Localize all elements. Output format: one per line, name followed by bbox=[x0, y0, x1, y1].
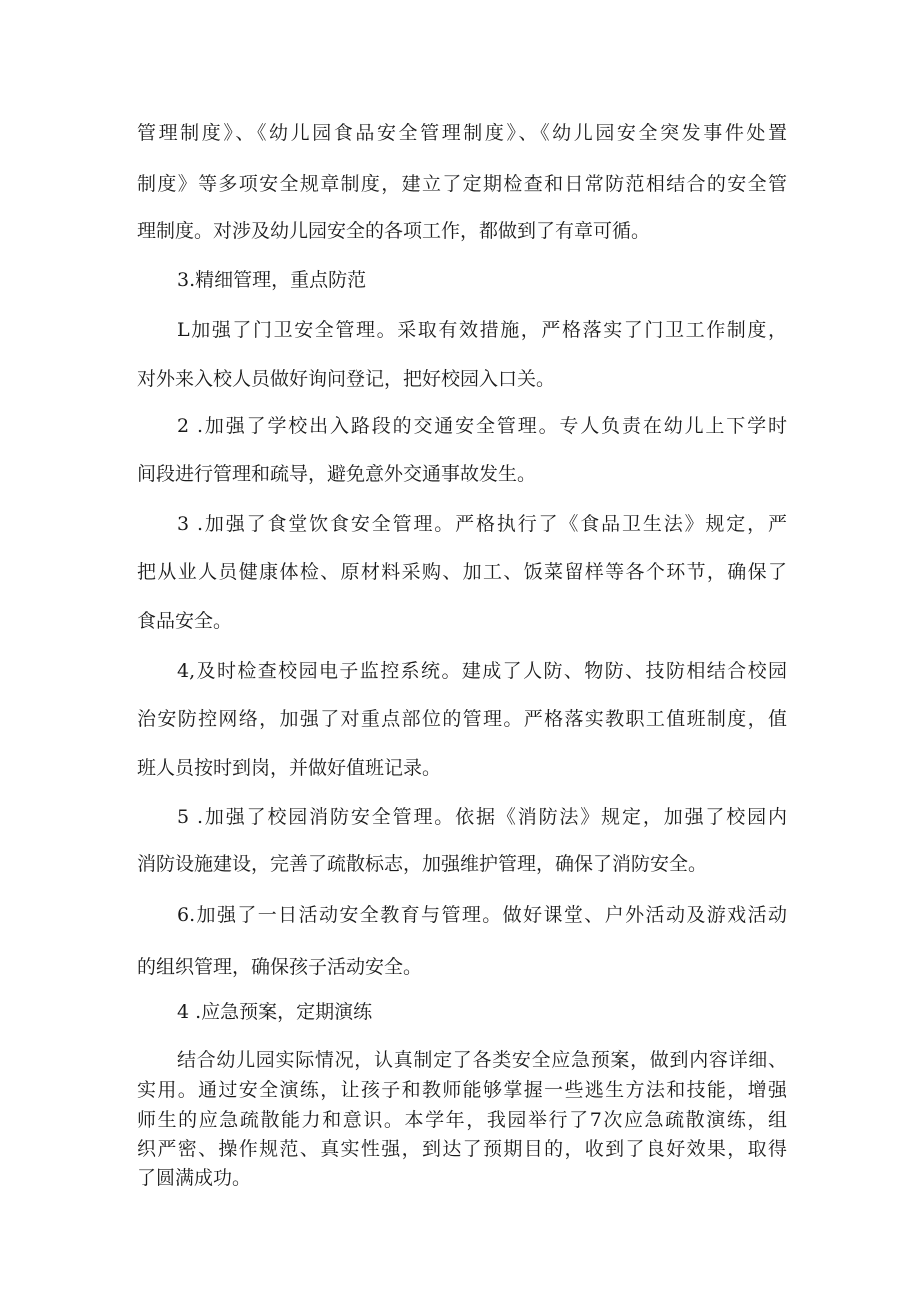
paragraph-line: 了圆满成功。 bbox=[137, 1167, 252, 1189]
paragraph-line: 班人员按时到岗，并做好值班记录。 bbox=[137, 757, 442, 779]
paragraph-line: 制度》等多项安全规章制度，建立了定期检查和日常防范相结合的安全管 bbox=[137, 173, 787, 195]
paragraph-line: 对外来入校人员做好询问登记，把好校园入口关。 bbox=[137, 368, 556, 390]
paragraph-line: 2 .加强了学校出入路段的交通安全管理。专人负责在幼儿上下学时 bbox=[177, 415, 787, 437]
paragraph-line: 管理制度》、《幼儿园食品安全管理制度》、《幼儿园安全突发事件处置 bbox=[137, 122, 787, 144]
paragraph-line: 消防设施建设，完善了疏散标志，加强维护管理，确保了消防安全。 bbox=[137, 853, 708, 875]
paragraph-line: 理制度。对涉及幼儿园安全的各项工作，都做到了有章可循。 bbox=[137, 220, 651, 242]
paragraph-line: 间段进行管理和疏导，避免意外交通事故发生。 bbox=[137, 463, 537, 485]
paragraph-line: 把从业人员健康体检、原材料采购、加工、饭菜留样等各个环节，确保了 bbox=[137, 561, 787, 583]
paragraph-line: 治安防控网络，加强了对重点部位的管理。严格落实教职工值班制度，值 bbox=[137, 708, 787, 730]
section-heading: 4 .应急预案，定期演练 bbox=[177, 1001, 373, 1023]
paragraph-line: 结合幼儿园实际情况，认真制定了各类安全应急预案，做到内容详细、 bbox=[177, 1049, 787, 1071]
paragraph-line: 4,及时检查校园电子监控系统。建成了人防、物防、技防相结合校园 bbox=[177, 660, 787, 682]
section-heading: 3.精细管理，重点防范 bbox=[177, 269, 367, 291]
paragraph-line: 织严密、操作规范、真实性强，到达了预期目的，收到了良好效果，取得 bbox=[137, 1138, 787, 1160]
paragraph-line: 5 .加强了校园消防安全管理。依据《消防法》规定，加强了校园内 bbox=[177, 806, 787, 828]
paragraph-line: 师生的应急疏散能力和意识。本学年，我园举行了7次应急疏散演练，组 bbox=[137, 1109, 787, 1131]
paragraph-line: 实用。通过安全演练，让孩子和教师能够掌握一些逃生方法和技能，增强 bbox=[137, 1079, 787, 1101]
paragraph-line: 食品安全。 bbox=[137, 610, 233, 632]
paragraph-line: 6.加强了一日活动安全教育与管理。做好课堂、户外活动及游戏活动 bbox=[177, 904, 787, 926]
paragraph-line: L加强了门卫安全管理。采取有效措施，严格落实了门卫工作制度， bbox=[177, 319, 787, 341]
paragraph-line: 3 .加强了食堂饮食安全管理。严格执行了《食品卫生法》规定，严 bbox=[177, 513, 787, 535]
paragraph-line: 的组织管理，确保孩子活动安全。 bbox=[137, 956, 423, 978]
